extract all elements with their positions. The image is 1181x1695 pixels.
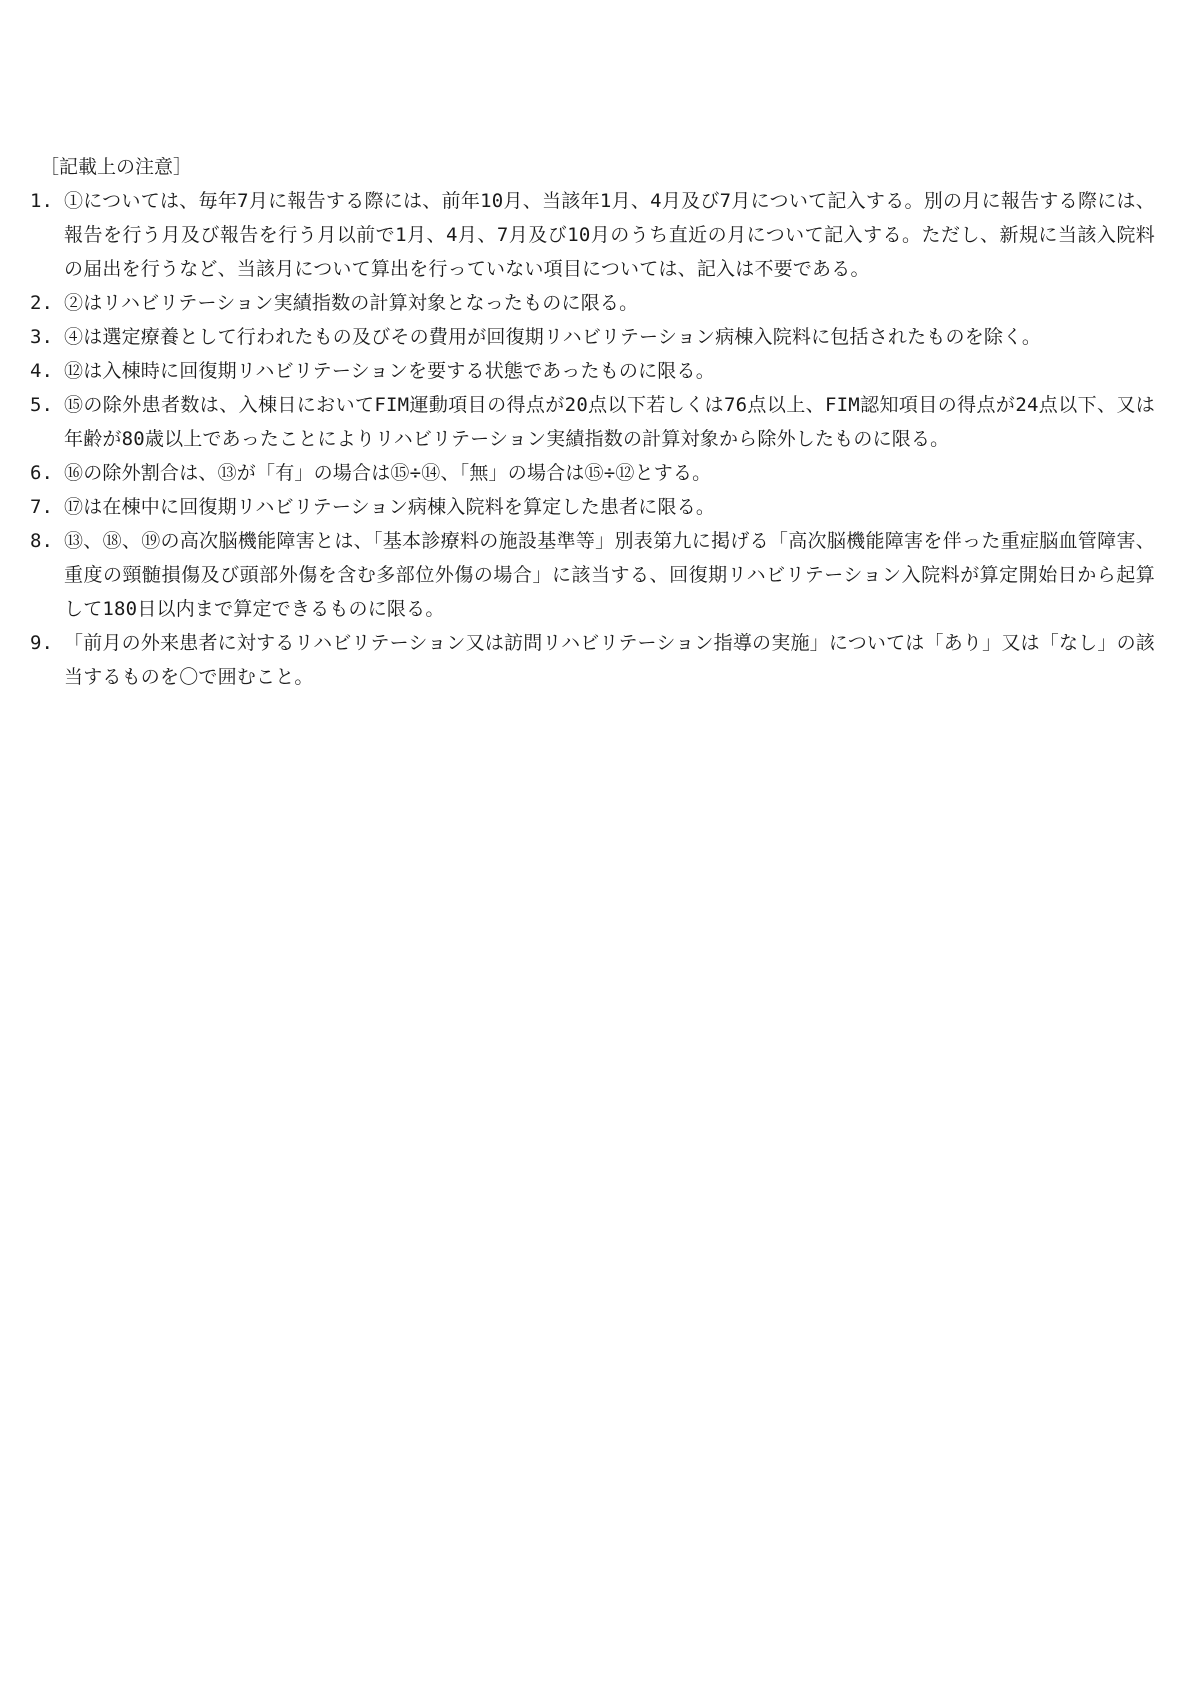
- note-item-9: [30, 626, 1155, 694]
- note-number: 3.: [30, 326, 53, 348]
- note-number: 1.: [30, 190, 53, 212]
- note-item-2: [30, 286, 1155, 320]
- note-text: ⑰は在棟中に回復期リハビリテーション病棟入院料を算定した患者に限る。: [64, 496, 716, 518]
- note-text: ⑫は入棟時に回復期リハビリテーションを要する状態であったものに限る。: [64, 360, 715, 382]
- note-number: 7.: [30, 496, 53, 518]
- notes-heading: ［記載上の注意］: [40, 156, 193, 178]
- note-text: ⑬、⑱、⑲の高次脳機能障害とは、「基本診療料の施設基準等」別表第九に掲げる「高次脳機能障害を伴った重症脳血管障害、重度の頸髄損傷及び頭部外傷を含む多部位外傷の場合」に該当する、回復期リハビリテーション入院料が算定開始日から起算して180日以内まで算定できるものに限る。: [64, 530, 1155, 620]
- notes-list: [30, 184, 1155, 694]
- note-number: 6.: [30, 462, 53, 484]
- note-item-7: [30, 490, 1155, 524]
- note-number: 9.: [30, 632, 53, 654]
- note-number: 2.: [30, 292, 53, 314]
- note-text: ①については、毎年7月に報告する際には、前年10月、当該年1月、4月及び7月について記入する。別の月に報告する際には、報告を行う月及び報告を行う月以前で1月、4月、7月及び10月のうち直近の月について記入する。ただし、新規に当該入院料の届出を行うなど、当該月について算出を行っていない項目については、記入は不要である。: [64, 190, 1155, 280]
- note-text: 「前月の外来患者に対するリハビリテーション又は訪問リハビリテーション指導の実施」については「あり」又は「なし」の該当するものを〇で囲むこと。: [64, 632, 1155, 688]
- note-number: 8.: [30, 530, 53, 552]
- note-text: ④は選定療養として行われたもの及びその費用が回復期リハビリテーション病棟入院料に包括されたものを除く。: [64, 326, 1042, 348]
- note-item-1: [30, 184, 1155, 286]
- document-page: [30, 150, 1155, 694]
- note-text: ②はリハビリテーション実績指数の計算対象となったものに限る。: [64, 292, 639, 314]
- note-item-8: [30, 524, 1155, 626]
- note-item-3: [30, 320, 1155, 354]
- note-number: 5.: [30, 394, 53, 416]
- note-text: ⑮の除外患者数は、入棟日においてFIM運動項目の得点が20点以下若しくは76点以上、FIM認知項目の得点が24点以下、又は年齢が80歳以上であったことによりリハビリテーション実績指数の計算対象から除外したものに限る。: [64, 394, 1155, 450]
- note-text: ⑯の除外割合は、⑬が「有」の場合は⑮÷⑭、「無」の場合は⑮÷⑫とする。: [64, 462, 712, 484]
- note-item-5: [30, 388, 1155, 456]
- note-item-4: [30, 354, 1155, 388]
- note-item-6: [30, 456, 1155, 490]
- note-number: 4.: [30, 360, 53, 382]
